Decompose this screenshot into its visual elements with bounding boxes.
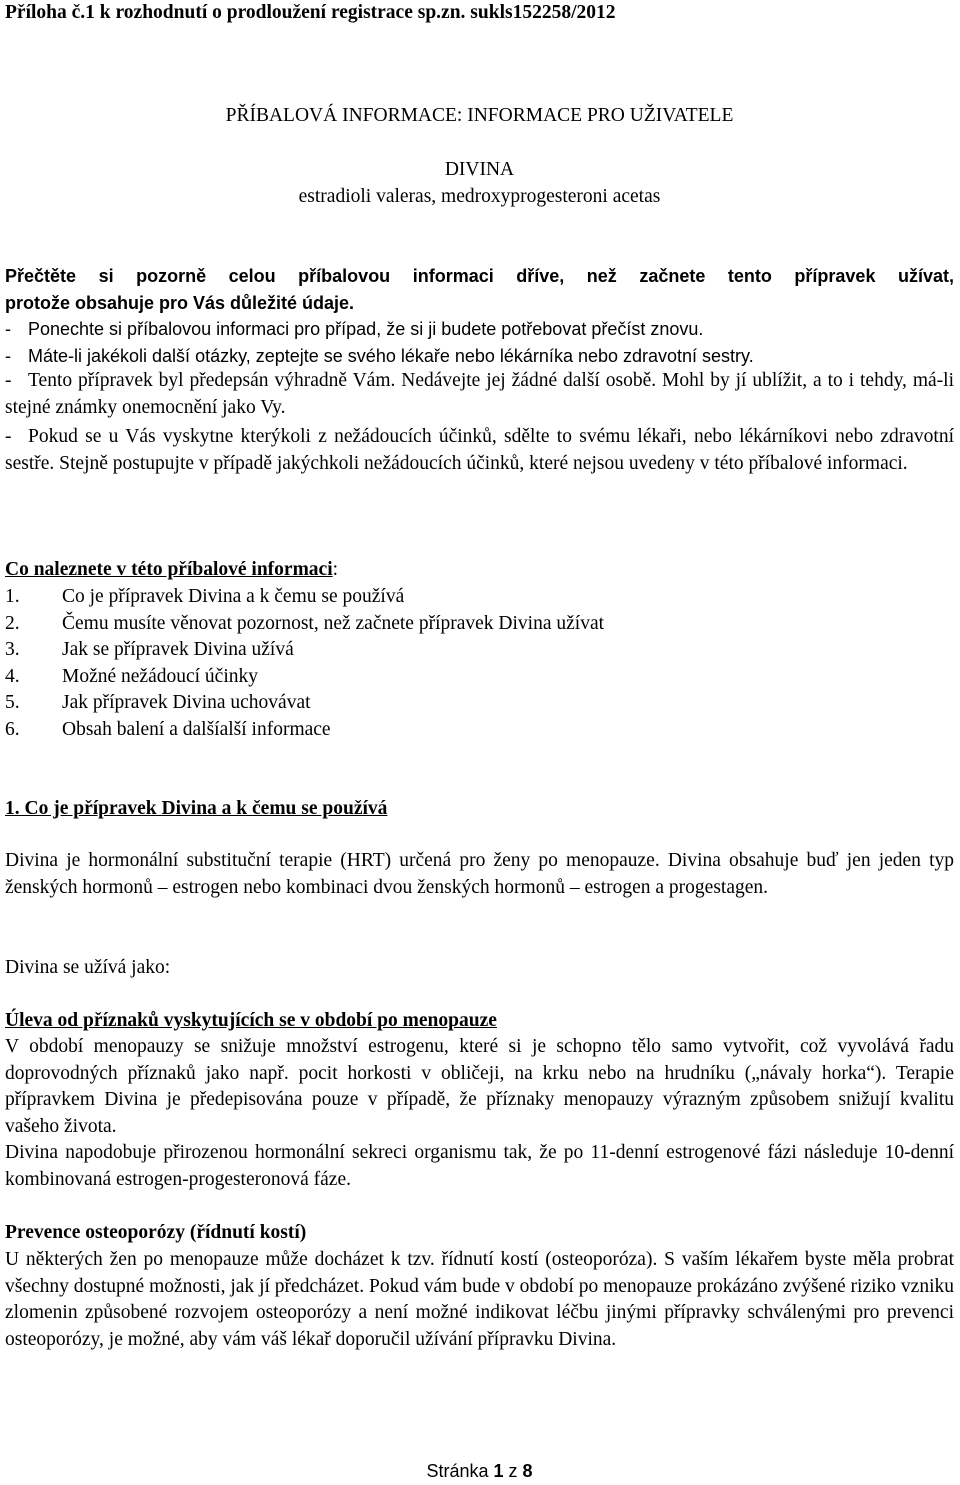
footer-page: 1 (493, 1461, 504, 1481)
toc-item-text: Jak se přípravek Divina užívá (62, 639, 294, 660)
relief-paragraph-2: Divina napodobuje přirozenou hormonální sekreci organismu tak, že po 11-denní estrogenové fázi následuje 10-denní kombinovaná estrogen-progesteronová fáze. (5, 1142, 954, 1190)
leaflet-title: PŘÍBALOVÁ INFORMACE: INFORMACE PRO UŽIVATELE (225, 105, 734, 126)
footer-of: z (503, 1461, 523, 1481)
toc-item-number: 1. (5, 586, 20, 607)
toc-item[interactable] (5, 664, 954, 691)
toc-item[interactable] (5, 690, 954, 717)
warning-bullet-text: Máte-li jakékoli další otázky, zeptejte se svého lékaře nebo lékárníka nebo zdravotní sestry. (28, 346, 754, 366)
toc-item-number: 3. (5, 639, 20, 660)
toc-list (5, 584, 954, 743)
toc-item-number: 6. (5, 718, 20, 740)
read-warning-line2: protože obsahuje pro Vás důležité údaje. (5, 292, 355, 313)
toc-item-text: Obsah balení a dalšíalší informace (62, 718, 331, 740)
relief-heading: Úleva od příznaků vyskytujících se v období po menopauze (5, 1010, 497, 1031)
warning-bullet-text: Tento přípravek byl předepsán výhradně Vám. Nedávejte jej žádné další osobě. Mohl by jí ublížit, a to i tehdy, má-li stejné známky onemocnění jako Vy. (5, 370, 954, 418)
prevention-paragraph: U některých žen po menopauze může docházet k tzv. řídnutí kostí (osteoporóza). S vaším lékařem byste měla probrat všechny dostupné možnosti, jak jí předcházet. Pokud vám bude v období po menopauze prokázáno zvýšené riziko vzniku zlomenin způsobené rozvojem osteoporózy a není možné indikovat léčbu jinými přípravky schválenými pro prevenci osteoporózy, je možné, aby vám váš lékař doporučil užívání přípravku Divina. (5, 1249, 954, 1350)
warning-bullet-text: Ponechte si příbalovou informaci pro případ, že si ji budete potřebovat přečíst znovu. (28, 319, 704, 339)
toc-item-text: Možné nežádoucí účinky (62, 665, 259, 687)
toc-item[interactable] (5, 611, 954, 638)
toc-heading (5, 557, 954, 584)
warning-bullet: - Pokud se u Vás vyskytne kterýkoli z nežádoucích účinků, sdělte to svému lékaři, nebo lékárníkovi nebo zdravotní sestře. Stejně postupujte v případě jakýchkoli nežádoucích účinků, které nejsou uvedeny v této příbalové informaci. (5, 426, 954, 474)
footer-label: Stránka (426, 1461, 494, 1481)
footer-total: 8 (522, 1461, 533, 1481)
toc-heading-text: Co naleznete v této příbalové informaci (5, 559, 333, 580)
toc-item-text: Jak přípravek Divina uchovávat (62, 692, 311, 713)
toc-heading-colon: : (332, 559, 339, 580)
toc-item-number: 2. (5, 612, 20, 634)
warning-bullet: - Tento přípravek byl předepsán výhradně Vám. Nedávejte jej žádné další osobě. Mohl by jí ublížit, a to i tehdy, má-li stejné známky onemocnění jako Vy. (5, 370, 954, 418)
warning-bullet-text: Pokud se u Vás vyskytne kterýkoli z nežádoucích účinků, sdělte to svému lékaři, nebo lékárníkovi nebo zdravotní sestře. Stejně postupujte v případě jakýchkoli nežádoucích účinků, které nejsou uvedeny v této příbalové informaci. (5, 426, 954, 474)
active-substances: estradioli valeras, medroxyprogesteroni acetas (298, 186, 661, 207)
read-warning (5, 263, 954, 316)
toc-item[interactable] (5, 637, 954, 664)
registration-note: Příloha č.1 k rozhodnutí o prodloužení registrace sp.zn. sukls152258/2012 (5, 2, 616, 23)
relief-paragraph: V období menopauzy se snižuje množství estrogenu, které si je schopno tělo samo vytvořit, což vyvolává řadu doprovodných příznaků jako např. pocit horkosti v obličeji, na krku nebo na hrudníku („návaly horka“). Terapie přípravkem Divina je předepisována pouze v případě, že příznaky menopauzy výrazným způsobem snižují kvalitu vašeho života. (5, 1036, 954, 1137)
product-name: DIVINA (444, 159, 515, 180)
prevention-heading: Prevence osteoporózy (řídnutí kostí) (5, 1222, 307, 1243)
toc-item-number: 4. (5, 665, 20, 687)
toc-item[interactable] (5, 717, 954, 744)
page-footer (5, 1458, 954, 1485)
toc-item-text: Co je přípravek Divina a k čemu se používá (62, 586, 405, 607)
warning-bullet: - Máte-li jakékoli další otázky, zeptejte se svého lékaře nebo lékárníka nebo zdravotní sestry. (5, 346, 754, 366)
section1-usage: Divina se užívá jako: (5, 957, 171, 978)
warning-bullet: - Ponechte si příbalovou informaci pro případ, že si ji budete potřebovat přečíst znovu. (5, 319, 704, 339)
toc-item-text: Čemu musíte věnovat pozornost, než začnete přípravek Divina užívat (62, 612, 605, 634)
toc-item-number: 5. (5, 692, 20, 713)
section1-intro: Divina je hormonální substituční terapie (HRT) určená pro ženy po menopauze. Divina obsahuje buď jen jeden typ ženských hormonů – estrogen nebo kombinaci dvou ženských hormonů – estrogen a progestagen. (5, 850, 954, 898)
section1-heading: 1. Co je přípravek Divina a k čemu se používá (5, 798, 388, 819)
read-warning-line1: Přečtěte si pozorně celou příbalovou informaci dříve, než začnete tento přípravek užívat, (5, 266, 954, 286)
toc-item[interactable] (5, 584, 954, 611)
